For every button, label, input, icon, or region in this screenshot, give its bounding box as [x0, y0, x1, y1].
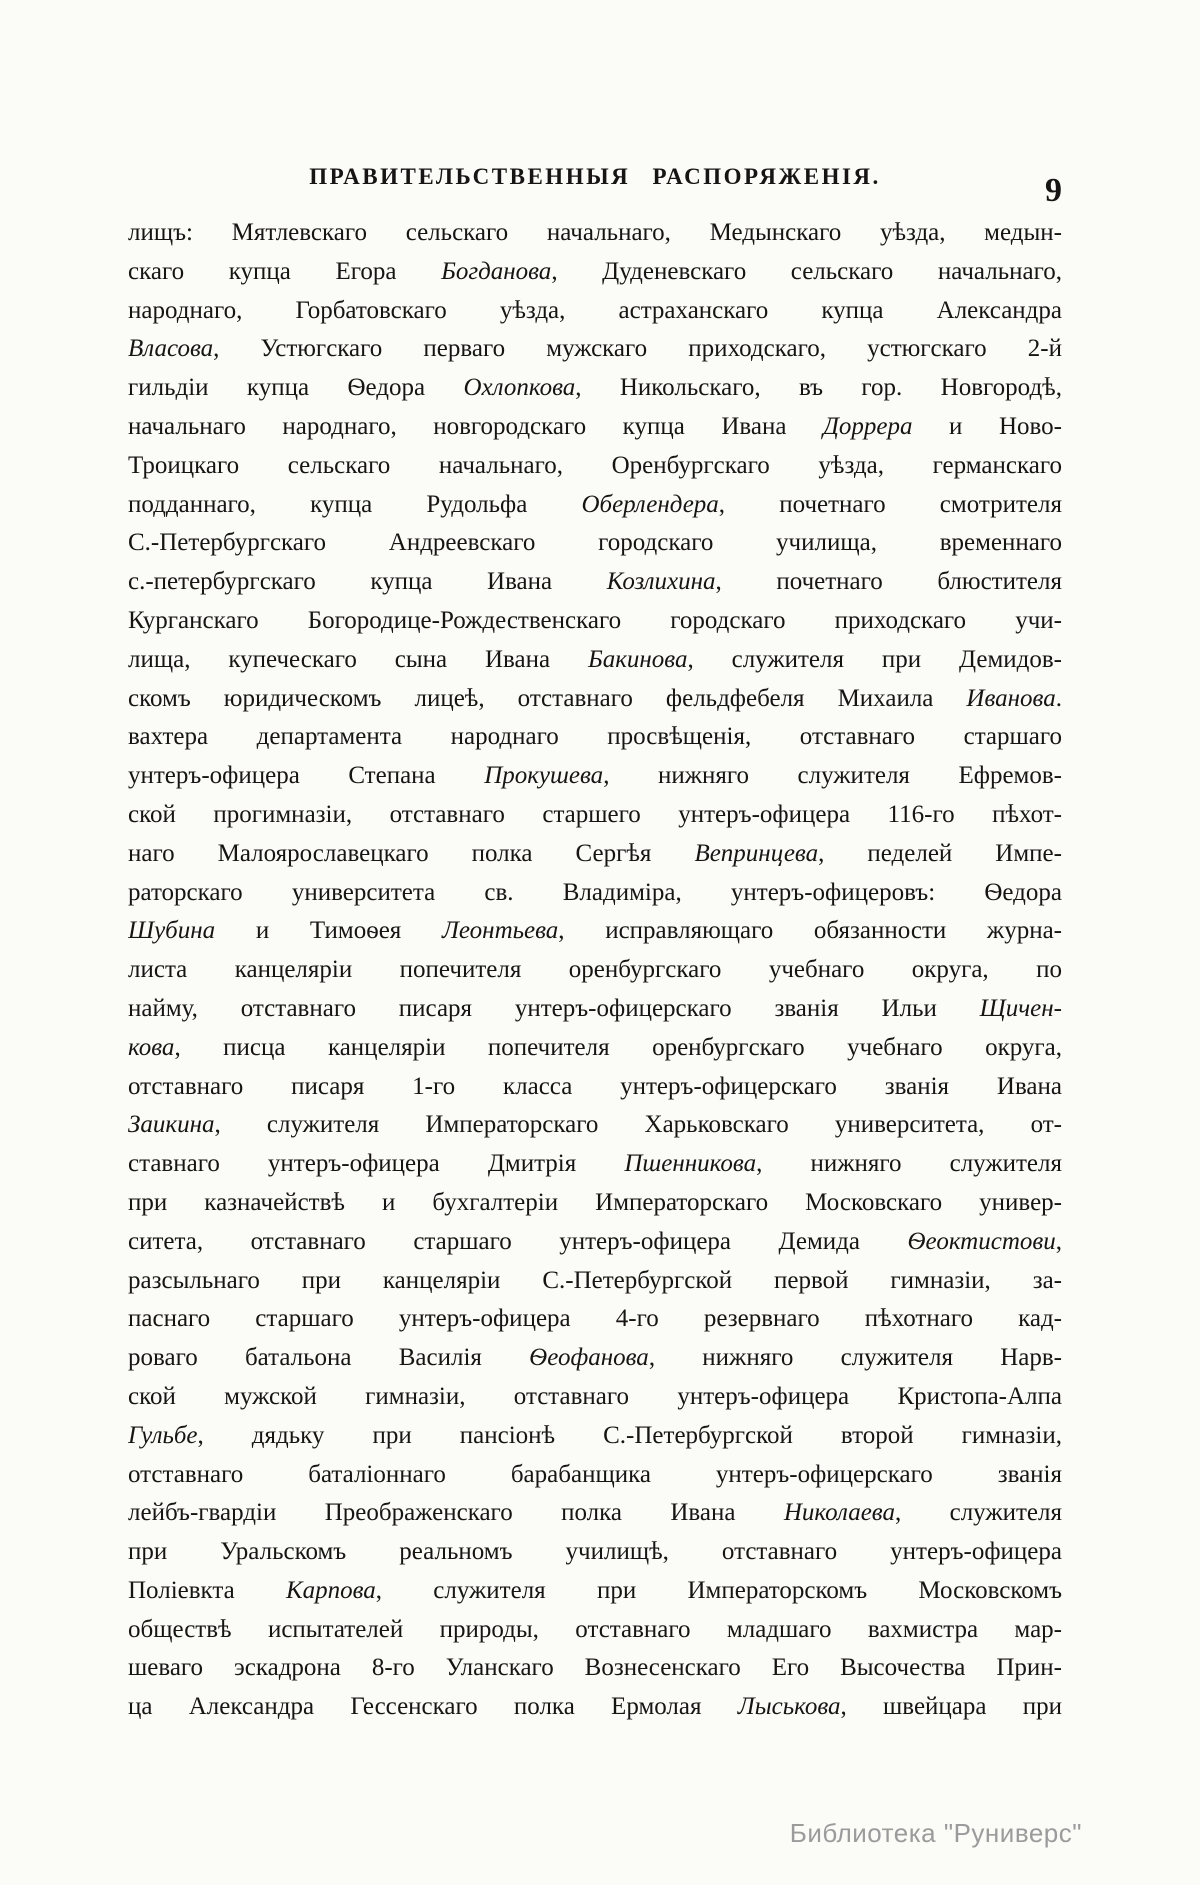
body-line-11 — [128, 602, 1062, 641]
body-line-25 — [128, 1145, 1062, 1184]
page-number: 9 — [1045, 172, 1062, 209]
body-run: и Тимоѳея — [215, 917, 442, 945]
body-run: ца Александра Гессенскаго полка Ермолая — [128, 1693, 738, 1721]
body-run: унтеръ-офицера Степана — [128, 762, 485, 790]
body-run: , почетнаго смотрителя — [718, 490, 1062, 518]
body-run: Курганскаго Богородице-Рождественскаго городскаго приходскаго учи- — [128, 606, 1062, 634]
body-run: при Уральскомъ реальномъ училищѣ, отставнаго унтеръ-офицера — [128, 1538, 1062, 1566]
body-run: гильдіи купца Ѳедора — [128, 374, 464, 402]
body-line-9 — [128, 524, 1062, 563]
body-run: начальнаго народнаго, новгородскаго купца Ивана — [128, 412, 823, 440]
body-line-4 — [128, 330, 1062, 369]
body-line-27 — [128, 1223, 1062, 1262]
surname-italic: Лыськова — [737, 1693, 841, 1721]
body-line-17 — [128, 835, 1062, 874]
body-line-13 — [128, 680, 1062, 719]
body-run: скомъ юридическомъ лицеѣ, отставнаго фельдфебеля Михаила — [128, 684, 967, 712]
surname-italic: Ѳеоктистови — [907, 1227, 1056, 1255]
surname-italic: Заикина — [128, 1111, 215, 1139]
body-line-10 — [128, 563, 1062, 602]
body-line-8 — [128, 486, 1062, 525]
body-run: лейбъ-гвардіи Преображенскаго полка Ивана — [128, 1499, 784, 1527]
body-line-22 — [128, 1029, 1062, 1068]
body-run: листа канцеляріи попечителя оренбургскаго учебнаго округа, по — [128, 956, 1062, 984]
body-run: вахтера департамента народнаго просвѣщенія, отставнаго старшаго — [128, 723, 1062, 751]
body-run: ской мужской гимназіи, отставнаго унтеръ-офицера Кристопа-Алпа — [128, 1382, 1062, 1410]
body-run: , нижняго служителя — [756, 1150, 1062, 1178]
body-line-7 — [128, 447, 1062, 486]
body-run: при казначействѣ и бухгалтеріи Императорскаго Московскаго универ- — [128, 1188, 1062, 1216]
body-line-18 — [128, 874, 1062, 913]
body-run: , служителя при Императорскомъ Московскомъ — [375, 1576, 1062, 1604]
surname-italic: Шубина — [128, 917, 216, 945]
surname-italic: Оберлендера — [581, 490, 719, 518]
surname-italic: Богданова — [441, 257, 552, 285]
surname-italic: Щичен- — [979, 994, 1062, 1022]
body-line-36 — [128, 1572, 1062, 1611]
body-run: ситета, отставнаго старшаго унтеръ-офицера Демида — [128, 1227, 908, 1255]
surname-italic: Охлопкова — [463, 374, 576, 402]
body-run: раторскаго университета св. Владиміра, унтеръ-офицеровъ: Ѳедора — [128, 878, 1062, 906]
body-line-39 — [128, 1688, 1062, 1727]
body-run: , писца канцеляріи попечителя оренбургскаго учебнаго округа, — [174, 1033, 1062, 1061]
body-run: наго Малоярославецкаго полка Сергѣя — [128, 839, 695, 867]
body-run: Троицкаго сельскаго начальнаго, Оренбургскаго уѣзда, германскаго — [128, 451, 1062, 479]
body-run: С.-Петербургскаго Андреевскаго городскаго училища, временнаго — [128, 529, 1062, 557]
body-run: скаго купца Егора — [128, 257, 442, 285]
body-line-21 — [128, 990, 1062, 1029]
body-run: , Устюгскаго перваго мужскаго приходскаго, устюгскаго 2-й — [213, 335, 1062, 363]
surname-italic: Иванова — [966, 684, 1056, 712]
body-run: подданнаго, купца Рудольфа — [128, 490, 582, 518]
body-line-1 — [128, 214, 1062, 253]
body-line-35 — [128, 1533, 1062, 1572]
surname-italic: Гульбе — [128, 1421, 198, 1449]
body-line-3 — [128, 292, 1062, 331]
surname-italic: кова — [128, 1033, 175, 1061]
body-run: , дядьку при пансіонѣ С.-Петербургской второй гимназіи, — [197, 1421, 1062, 1449]
body-line-37 — [128, 1611, 1062, 1650]
body-line-19 — [128, 912, 1062, 951]
body-run: , — [1055, 1227, 1062, 1255]
surname-italic: Карпова — [285, 1576, 376, 1604]
body-run: шеваго эскадрона 8-го Уланскаго Вознесенскаго Его Высочества Прин- — [128, 1654, 1062, 1682]
surname-italic: Прокушева — [484, 762, 604, 790]
surname-italic: Леонтьева — [441, 917, 559, 945]
body-line-38 — [128, 1649, 1062, 1688]
surname-italic: Бакинова — [587, 645, 688, 673]
body-run: , Никольскаго, въ гор. Новгородѣ, — [575, 374, 1062, 402]
body-run: , нижняго служителя Нарв- — [648, 1344, 1062, 1372]
body-run: , исправляющаго обязанности журна- — [558, 917, 1062, 945]
body-run: отставнаго баталіоннаго барабанщика унтеръ-офицерскаго званія — [128, 1460, 1062, 1488]
body-line-33 — [128, 1456, 1062, 1495]
body-run: лищъ: Мятлевскаго сельскаго начальнаго, Медынскаго уѣзда, медын- — [128, 219, 1062, 246]
body-line-14 — [128, 718, 1062, 757]
body-line-26 — [128, 1184, 1062, 1223]
surname-italic: Власова — [128, 335, 214, 363]
body-line-30 — [128, 1339, 1062, 1378]
body-text — [128, 214, 1062, 1727]
surname-italic: Ѳеофанова — [529, 1344, 649, 1372]
surname-italic: Вепринцева — [694, 839, 819, 867]
body-run: паснаго старшаго унтеръ-офицера 4-го резервнаго пѣхотнаго кад- — [128, 1305, 1062, 1333]
body-line-28 — [128, 1262, 1062, 1301]
body-line-29 — [128, 1300, 1062, 1339]
body-run: и Ново- — [912, 412, 1062, 440]
surname-italic: Доррера — [823, 412, 913, 440]
library-watermark: Библиотека "Руниверс" — [789, 1818, 1082, 1848]
surname-italic: Николаева — [783, 1499, 895, 1527]
body-line-34 — [128, 1494, 1062, 1533]
body-run: , педелей Импе- — [818, 839, 1062, 867]
body-run: с.-петербургскаго купца Ивана — [128, 568, 607, 596]
body-run: обществѣ испытателей природы, отставнаго младшаго вахмистра мар- — [128, 1615, 1062, 1643]
body-run: ской прогимназіи, отставнаго старшего унтеръ-офицера 116-го пѣхот- — [128, 800, 1062, 828]
body-line-23 — [128, 1068, 1062, 1107]
body-line-16 — [128, 796, 1062, 835]
running-header: ПРАВИТЕЛЬСТВЕННЫЯ РАСПОРЯЖЕНІЯ. — [309, 164, 881, 189]
body-run: , швейцара при — [840, 1693, 1062, 1721]
body-run: найму, отставнаго писаря унтеръ-офицерскаго званія Ильи — [128, 994, 980, 1022]
body-run: лища, купеческаго сына Ивана — [128, 645, 588, 673]
body-line-12 — [128, 641, 1062, 680]
body-line-20 — [128, 951, 1062, 990]
body-run: Поліевкта — [128, 1576, 286, 1604]
body-run: . — [1055, 684, 1062, 712]
body-run: народнаго, Горбатовскаго уѣзда, астраханскаго купца Александра — [128, 296, 1062, 324]
surname-italic: Козлихина — [606, 568, 716, 596]
body-line-6 — [128, 408, 1062, 447]
body-line-32 — [128, 1417, 1062, 1456]
body-run: ставнаго унтеръ-офицера Дмитрія — [128, 1150, 625, 1178]
body-line-2 — [128, 253, 1062, 292]
surname-italic: Пшенникова — [624, 1150, 757, 1178]
body-run: , служителя — [894, 1499, 1062, 1527]
body-run: , служителя Императорскаго Харьковскаго университета, от- — [214, 1111, 1062, 1139]
body-line-15 — [128, 757, 1062, 796]
body-run: разсыльнаго при канцеляріи С.-Петербургской первой гимназіи, за- — [128, 1266, 1062, 1294]
body-run: , Дуденевскаго сельскаго начальнаго, — [551, 257, 1062, 285]
body-run: , почетнаго блюстителя — [715, 568, 1062, 596]
body-line-24 — [128, 1106, 1062, 1145]
body-run: отставнаго писаря 1-го класса унтеръ-офицерскаго званія Ивана — [128, 1072, 1062, 1100]
body-line-31 — [128, 1378, 1062, 1417]
body-run: роваго батальона Василія — [128, 1344, 530, 1372]
body-run: , нижняго служителя Ефремов- — [603, 762, 1062, 790]
body-run: , служителя при Демидов- — [687, 645, 1062, 673]
body-line-5 — [128, 369, 1062, 408]
